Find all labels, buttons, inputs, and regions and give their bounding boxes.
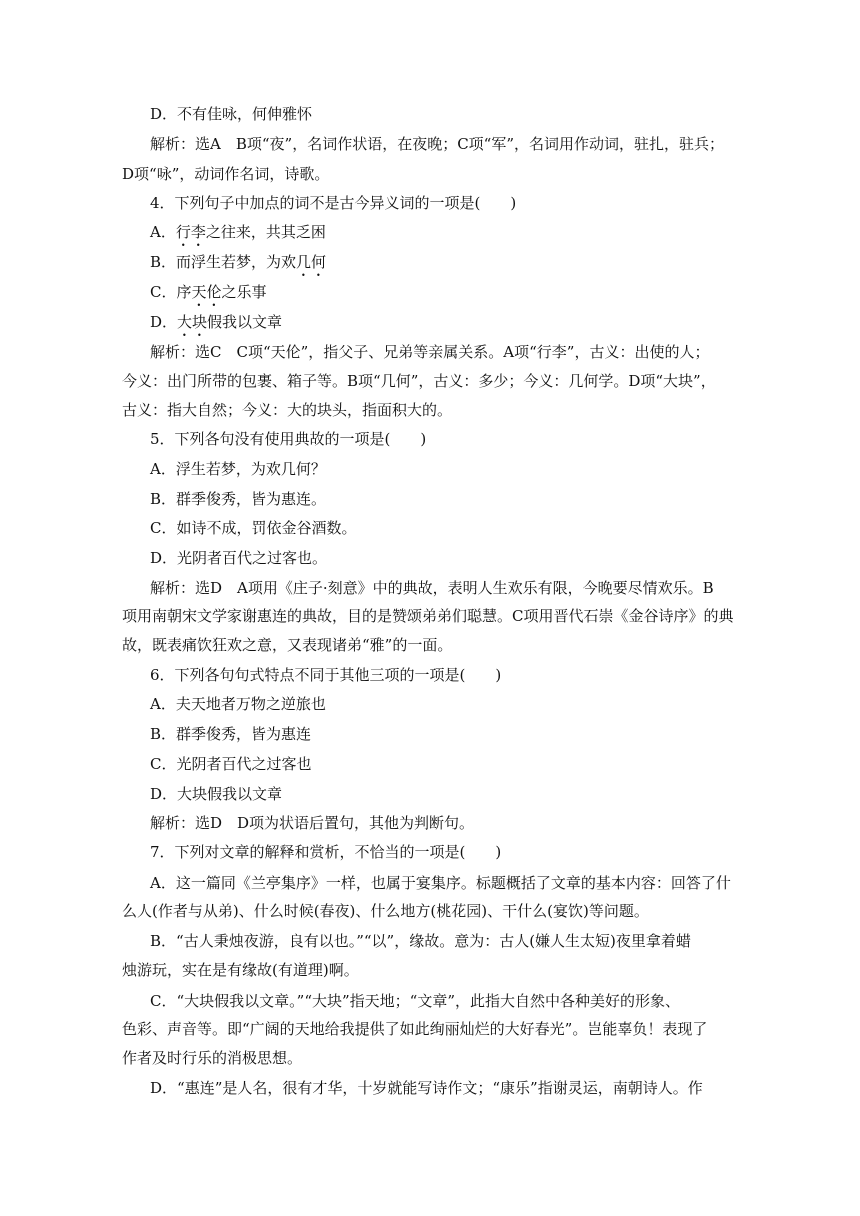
text: D．“惠连”是人名，很有才华，十岁就能写诗作文；“康乐”指谢灵运，南朝诗人。作 (150, 1079, 703, 1097)
option-c-line (0, 517, 860, 539)
question-4 (0, 192, 860, 214)
option-c-line (0, 1018, 860, 1040)
explanation-line (0, 370, 860, 392)
option-a-line (0, 872, 860, 894)
option-c-line (0, 1047, 860, 1069)
explanation-line (0, 133, 860, 155)
text: 解析：选A B项“夜”，名词作状语，在夜晚；C项“军”，名词用作动词，驻扎，驻兵； (150, 135, 725, 153)
text: D．大块假我以文章 (150, 785, 283, 803)
option-b-line (0, 959, 860, 981)
text: 解析：选D D项为状语后置句，其他为判断句。 (150, 814, 475, 832)
prefix: D． (150, 313, 178, 331)
text: 解析：选D A项用《庄子·刻意》中的典故，表明人生欢乐有限，今晚要尽情欢乐。B (150, 579, 714, 597)
explanation-line (0, 577, 860, 599)
text: D．光阴者百代之过客也。 (150, 549, 328, 567)
explanation-line (0, 634, 860, 656)
explanation-line (0, 605, 860, 627)
prefix: A． (150, 223, 176, 241)
dotted-word: 几何 (296, 253, 327, 271)
option-b-line (0, 251, 860, 280)
option-c-line (0, 281, 860, 310)
option-a-line (0, 900, 860, 922)
option-d-line (0, 547, 860, 569)
option-b-line (0, 488, 860, 510)
text: 7．下列对文章的解释和赏析，不恰当的一项是( ) (150, 843, 502, 861)
text: A．浮生若梦，为欢几何？ (150, 460, 326, 478)
text: 故，既表痛饮狂欢之意，又表现诸弟“雅”的一面。 (122, 636, 453, 654)
text: 色彩、声音等。即“广阔的天地给我提供了如此绚丽灿烂的大好春光”。岂能辜负！表现了 (122, 1020, 708, 1038)
dotted-word: 行李 (175, 223, 206, 241)
option-a-line (0, 693, 860, 715)
suffix: 假我以文章 (207, 313, 283, 331)
suffix: 之往来，共其乏困 (205, 223, 326, 241)
option-d-line (0, 103, 860, 125)
explanation-line (0, 163, 860, 185)
option-d-line (0, 311, 860, 340)
text: A．这一篇同《兰亭集序》一样，也属于宴集序。标题概括了文章的基本内容：回答了什 (150, 874, 731, 892)
option-c-line (0, 990, 860, 1012)
option-b-line (0, 723, 860, 745)
question-7 (0, 841, 860, 863)
text: C．如诗不成，罚依金谷酒数。 (150, 519, 357, 537)
text: B．“古人秉烛夜游，良有以也。”“以”，缘故。意为：古人(嫌人生太短)夜里拿着蜡 (150, 932, 691, 950)
option-a-line (0, 458, 860, 480)
text: B．群季俊秀，皆为惠连 (150, 725, 312, 743)
text: 烛游玩，实在是有缘故(有道理)啊。 (122, 961, 359, 979)
text: B．群季俊秀，皆为惠连。 (150, 490, 327, 508)
text: 么人(作者与从弟)、什么时候(春夜)、什么地方(桃花园)、干什么(宴饮)等问题。 (122, 902, 649, 920)
text: A．夫天地者万物之逆旅也 (150, 695, 326, 713)
option-a-line (0, 221, 860, 250)
text: C．“大块假我以文章。”“大块”指天地；“文章”，此指大自然中各种美好的形象、 (150, 992, 680, 1010)
text: 古义：指大自然；今义：大的块头，指面积大的。 (122, 401, 453, 419)
prefix: B．而浮生若梦，为欢 (150, 253, 297, 271)
text: D．不有佳咏，何伸雅怀 (150, 105, 313, 123)
option-d-line (0, 783, 860, 805)
text: 作者及时行乐的消极思想。 (122, 1049, 303, 1067)
dotted-word: 天伦 (191, 283, 222, 301)
text: 项用南朝宋文学家谢惠连的典故，目的是赞颂弟弟们聪慧。C项用晋代石崇《金谷诗序》的典 (122, 607, 734, 625)
explanation-line (0, 341, 860, 363)
option-b-line (0, 930, 860, 952)
suffix: 之乐事 (221, 283, 267, 301)
text: D项“咏”，动词作名词，诗歌。 (122, 165, 330, 183)
question-6 (0, 664, 860, 686)
text: C．光阴者百代之过客也 (150, 755, 312, 773)
text: 4．下列句子中加点的词不是古今异义词的一项是( ) (150, 194, 517, 212)
text: 解析：选C C项“天伦”，指父子、兄弟等亲属关系。A项“行李”，古义：出使的人； (150, 343, 710, 361)
option-c-line (0, 753, 860, 775)
text: 6．下列各句句式特点不同于其他三项的一项是( ) (150, 666, 502, 684)
text: 今义：出门所带的包裹、箱子等。B项“几何”，古义：多少；今义：几何学。D项“大块”， (122, 372, 716, 390)
prefix: C．序 (150, 283, 192, 301)
dotted-word: 大块 (177, 313, 208, 331)
explanation-line (0, 812, 860, 834)
option-d-line (0, 1077, 860, 1099)
text: 5．下列各句没有使用典故的一项是( ) (150, 430, 427, 448)
question-5 (0, 428, 860, 450)
explanation-line (0, 399, 860, 421)
